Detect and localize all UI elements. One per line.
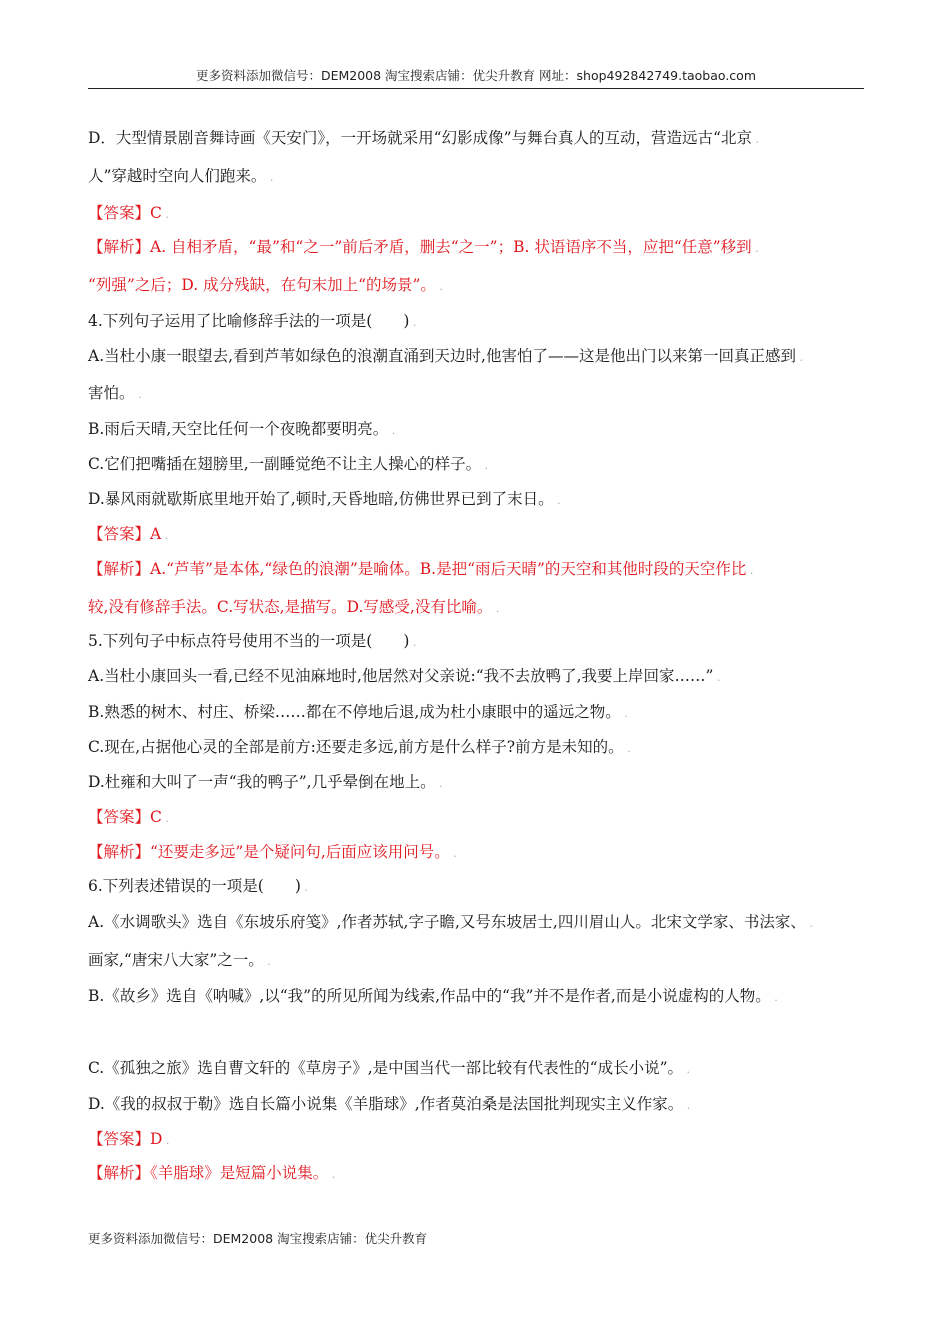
paragraph-mark-icon: . — [328, 1168, 336, 1181]
text-line — [88, 311, 416, 333]
line-text: 【解析】A. 自相矛盾，“最”和“之一”前后矛盾，删去“之一”；B. 状语语序不当，应把“任意”移到 — [88, 238, 752, 256]
line-text: 【解析】A.“芦苇”是本体,“绿色的浪潮”是喻体。B.是把“雨后天晴”的天空和其他时段的天空作比 — [88, 560, 747, 578]
paragraph-mark-icon: . — [409, 316, 417, 329]
line-text: 4.下列句子运用了比喻修辞手法的一项是( ) — [88, 312, 410, 330]
line-text: 【解析】“还要走多远”是个疑问句,后面应该用问号。 — [88, 843, 450, 861]
paragraph-mark-icon: . — [683, 1063, 691, 1076]
paragraph-mark-icon: . — [161, 208, 169, 221]
text-line — [88, 489, 561, 511]
text-line — [88, 419, 395, 441]
line-text: 【解析】《羊脂球》是短篇小说集。 — [88, 1164, 329, 1182]
paragraph-mark-icon: . — [746, 564, 754, 577]
paragraph-mark-icon: . — [553, 494, 561, 507]
answer-line — [88, 524, 168, 546]
text-line — [88, 950, 271, 972]
answer-line — [88, 275, 443, 297]
text-line — [88, 912, 813, 934]
line-text: A.当杜小康一眼望去,看到芦苇如绿色的浪潮直涌到天边时,他害怕了——这是他出门以来第一回真正感到 — [88, 347, 796, 365]
line-text: B.熟悉的树木、村庄、桥梁……都在不停地后退,成为杜小康眼中的遥远之物。 — [88, 703, 621, 721]
line-text: 较,没有修辞手法。C.写状态,是描写。D.写感受,没有比喻。 — [88, 598, 493, 616]
answer-line — [88, 203, 169, 225]
answer-line — [88, 1129, 169, 1151]
line-text: D.暴风雨就歇斯底里地开始了,顿时,天昏地暗,仿佛世界已到了末日。 — [88, 490, 554, 508]
line-text: A.当杜小康回头一看,已经不见油麻地时,他居然对父亲说:“我不去放鸭了,我要上岸回家……” — [88, 667, 714, 685]
line-text: C.《孤独之旅》选自曹文轩的《草房子》,是中国当代一部比较有代表性的“成长小说”。 — [88, 1059, 684, 1077]
line-text: B.《故乡》选自《呐喊》,以“我”的所见所闻为线索,作品中的“我”并不是作者,而是小说虚构的人物。 — [88, 987, 771, 1005]
text-line — [88, 986, 778, 1008]
line-text: 5.下列句子中标点符号使用不当的一项是( ) — [88, 632, 410, 650]
line-text: C.它们把嘴插在翅膀里,一副睡觉绝不让主人操心的样子。 — [88, 455, 482, 473]
paragraph-mark-icon: . — [435, 280, 443, 293]
paragraph-mark-icon: . — [770, 991, 778, 1004]
paragraph-mark-icon: . — [266, 171, 274, 184]
paragraph-mark-icon: . — [620, 707, 628, 720]
line-text: “列强”之后；D. 成分残缺，在句末加上“的场景”。 — [88, 276, 436, 294]
paragraph-mark-icon: . — [435, 777, 443, 790]
text-line — [88, 876, 308, 898]
paragraph-mark-icon: . — [162, 1134, 170, 1147]
paragraph-mark-icon: . — [449, 847, 457, 860]
text-line — [88, 128, 759, 150]
line-text: 【答案】C — [88, 808, 162, 826]
paragraph-mark-icon: . — [481, 459, 489, 472]
text-line — [88, 772, 443, 794]
text-line — [88, 631, 416, 653]
answer-line — [88, 597, 499, 619]
text-line — [88, 166, 273, 188]
line-text: 【答案】C — [88, 204, 162, 222]
text-line — [88, 666, 720, 688]
answer-line — [88, 559, 753, 581]
answer-line — [88, 237, 759, 259]
page-footer: 更多资料添加微信号：DEM2008 淘宝搜索店铺：优尖升教育 — [88, 1231, 428, 1246]
answer-line — [88, 842, 457, 864]
paragraph-mark-icon: . — [795, 351, 803, 364]
line-text: 画家,“唐宋八大家”之一。 — [88, 951, 264, 969]
page-header: 更多资料添加微信号：DEM2008 淘宝搜索店铺：优尖升教育 网址：shop492842749.taobao.com — [195, 68, 757, 83]
line-text: D.杜雍和大叫了一声“我的鸭子”,几乎晕倒在地上。 — [88, 773, 436, 791]
line-text: 6.下列表述错误的一项是( ) — [88, 877, 301, 895]
paragraph-mark-icon: . — [161, 529, 169, 542]
paragraph-mark-icon: . — [409, 636, 417, 649]
line-text: D．大型情景剧音舞诗画《天安门》，一开场就采用“幻影成像”与舞台真人的互动，营造远古“北京 — [88, 129, 752, 147]
paragraph-mark-icon: . — [388, 424, 396, 437]
paragraph-mark-icon: . — [805, 917, 813, 930]
line-text: 害怕。 — [88, 384, 135, 402]
text-line — [88, 383, 142, 405]
text-line — [88, 702, 628, 724]
text-line — [88, 737, 631, 759]
paragraph-mark-icon: . — [623, 742, 631, 755]
paragraph-mark-icon: . — [713, 671, 721, 684]
line-text: B.雨后天晴,天空比任何一个夜晚都要明亮。 — [88, 420, 389, 438]
paragraph-mark-icon: . — [751, 133, 759, 146]
answer-line — [88, 1163, 335, 1185]
line-text: D.《我的叔叔于勒》选自长篇小说集《羊脂球》,作者莫泊桑是法国批判现实主义作家。 — [88, 1095, 684, 1113]
line-text: C.现在,占据他心灵的全部是前方:还要走多远,前方是什么样子?前方是未知的。 — [88, 738, 624, 756]
text-line — [88, 1094, 690, 1116]
text-line — [88, 454, 488, 476]
paragraph-mark-icon: . — [161, 812, 169, 825]
line-text: 【答案】A — [88, 525, 162, 543]
paragraph-mark-icon: . — [492, 602, 500, 615]
paragraph-mark-icon: . — [263, 955, 271, 968]
line-text: 【答案】D — [88, 1130, 163, 1148]
line-text: 人”穿越时空向人们跑来。 — [88, 167, 267, 185]
paragraph-mark-icon: . — [683, 1099, 691, 1112]
text-line — [88, 346, 803, 368]
paragraph-mark-icon: . — [300, 881, 308, 894]
header-divider — [88, 88, 864, 89]
paragraph-mark-icon: . — [751, 242, 759, 255]
text-line — [88, 1058, 690, 1080]
line-text: A.《水调歌头》选自《东坡乐府笺》,作者苏轼,字子瞻,又号东坡居士,四川眉山人。北宋文学家、书法家、 — [88, 913, 806, 931]
answer-line — [88, 807, 169, 829]
paragraph-mark-icon: . — [134, 388, 142, 401]
